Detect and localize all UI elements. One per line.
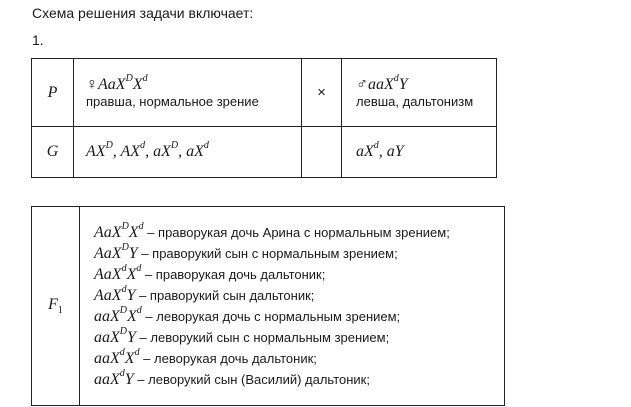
cross-sign: × bbox=[302, 59, 342, 127]
offspring-genotype: aaX$^D$Y bbox=[94, 325, 136, 346]
offspring-genotype: aaX$^d$Y bbox=[94, 367, 134, 388]
p-label: P bbox=[32, 59, 74, 127]
female-gametes-cell bbox=[74, 127, 302, 178]
male-parent-cell bbox=[342, 59, 497, 127]
offspring-description: – праворукий сын дальтоник; bbox=[135, 288, 315, 303]
offspring-row bbox=[94, 264, 504, 285]
male-phenotype: левша, дальтонизм bbox=[356, 94, 474, 109]
female-phenotype: правша, нормальное зрение bbox=[86, 94, 259, 109]
empty-cell bbox=[302, 127, 342, 178]
offspring-description: – леворукий сын с нормальным зрением; bbox=[135, 330, 390, 345]
female-parent-cell bbox=[74, 59, 302, 127]
offspring-description: – праворукий сын с нормальным зрением; bbox=[137, 246, 398, 261]
offspring-genotype: AaX$^D$Y bbox=[94, 241, 138, 262]
offspring-row bbox=[94, 285, 504, 306]
offspring-description: – праворукая дочь дальтоник; bbox=[141, 267, 326, 282]
offspring-description: – леворукая дочь дальтоник; bbox=[139, 351, 317, 366]
offspring-genotype: $AaX^DX^d$ bbox=[94, 220, 144, 241]
offspring-genotype: $AaX^dX^d$ bbox=[94, 262, 142, 283]
offspring-row bbox=[94, 306, 504, 327]
item-number: 1. bbox=[32, 32, 44, 48]
offspring-description: – леворукая дочь с нормальным зрением; bbox=[141, 309, 401, 324]
intro-text: Схема решения задачи включает: bbox=[32, 5, 254, 21]
male-gametes: $aX^d$, aY bbox=[356, 139, 404, 160]
male-symbol-icon: ♂ bbox=[356, 76, 368, 93]
offspring-description: – леворукий сын (Василий) дальтоник; bbox=[133, 372, 370, 387]
offspring-row bbox=[94, 348, 504, 369]
offspring-row bbox=[94, 327, 504, 348]
male-genotype: aaX$^d$Y bbox=[368, 72, 408, 93]
female-genotype: $AaX^DX^d$ bbox=[98, 72, 148, 93]
offspring-row bbox=[94, 243, 504, 264]
g-label: G bbox=[32, 127, 74, 178]
f1-label: $F_1$ bbox=[32, 207, 80, 406]
offspring-genotype: $aaX^dX^d$ bbox=[94, 346, 140, 367]
female-gametes: $AX^D$, $AX^d$, $aX^D$, $aX^d$ bbox=[86, 139, 209, 160]
offspring-row bbox=[94, 222, 504, 243]
offspring-table bbox=[31, 206, 505, 406]
offspring-description: – праворукая дочь Арина с нормальным зрением; bbox=[143, 225, 450, 240]
offspring-row bbox=[94, 369, 504, 390]
parents-gametes-table bbox=[31, 58, 497, 178]
offspring-genotype: $aaX^DX^d$ bbox=[94, 304, 142, 325]
offspring-genotype: AaX$^d$Y bbox=[94, 283, 136, 304]
offspring-list bbox=[80, 207, 505, 406]
female-symbol-icon: ♀ bbox=[86, 76, 98, 93]
male-gametes-cell bbox=[342, 127, 497, 178]
